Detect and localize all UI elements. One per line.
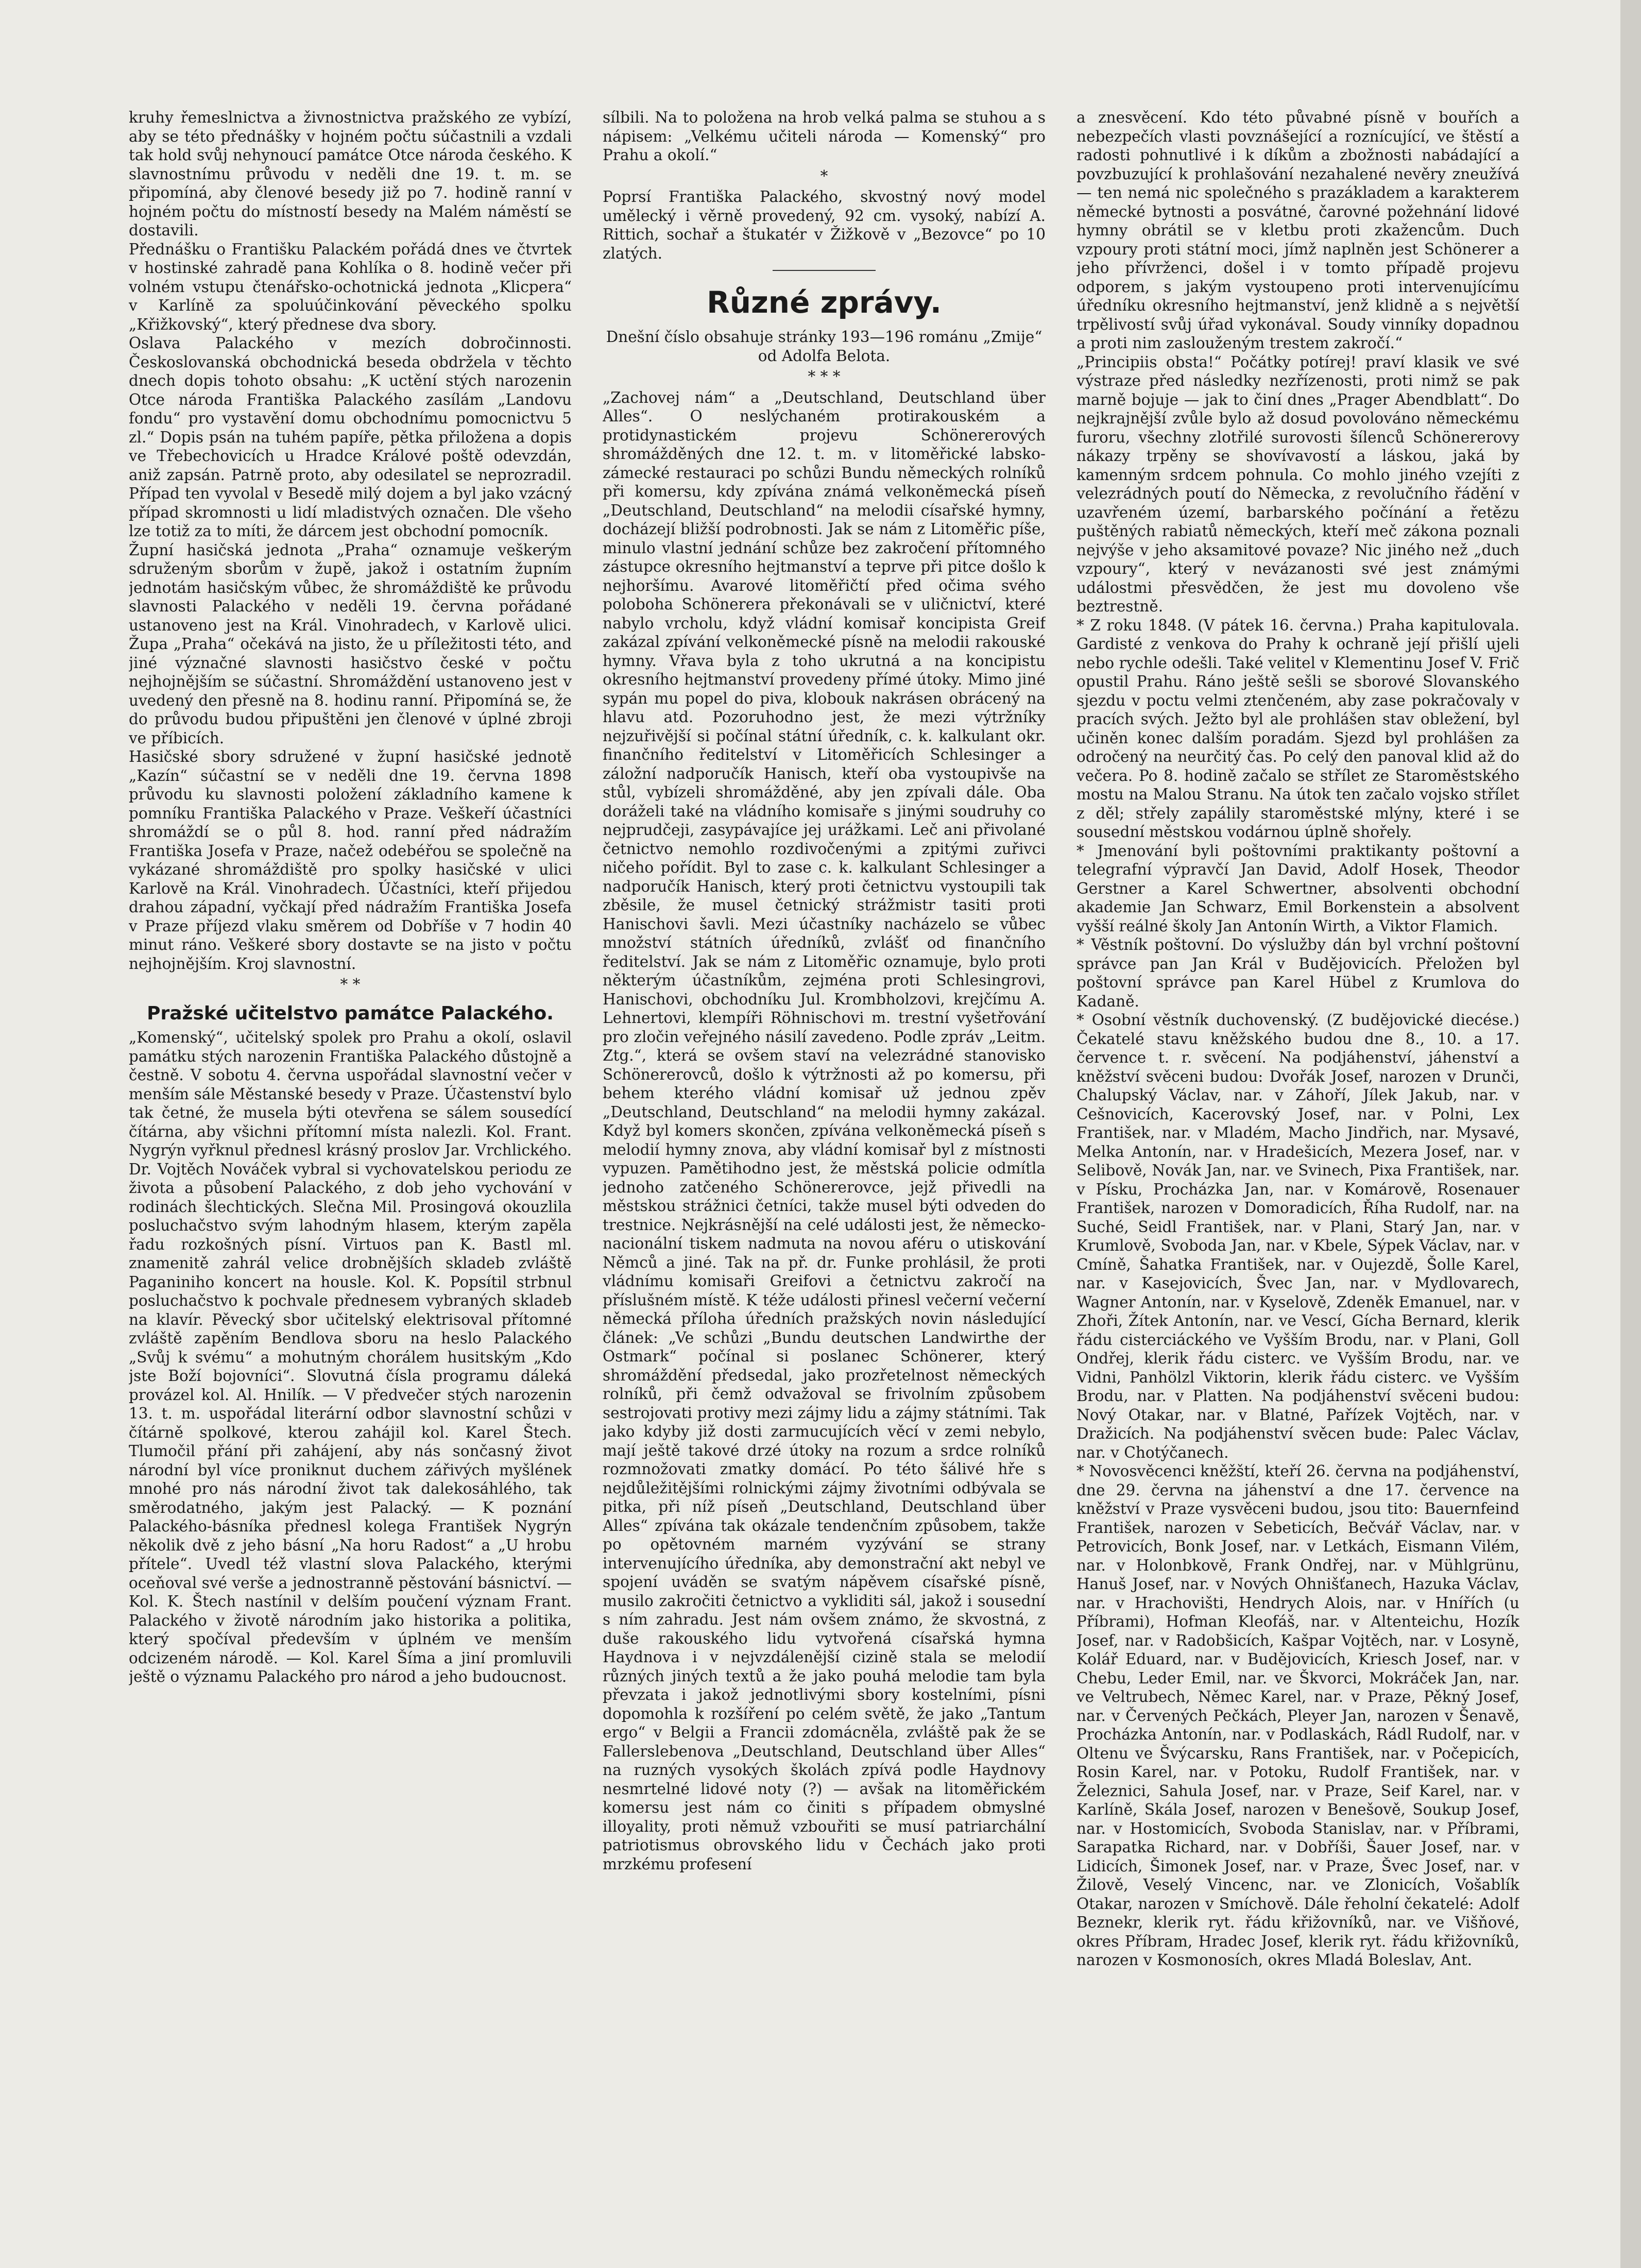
- page-edge: [1620, 0, 1641, 2268]
- section-divider: * * *: [808, 368, 841, 385]
- paragraph: „Komenský“, učitelský spolek pro Prahu a okolí, oslavil památku stých narozenin Františka Palackého důstojně a čestně. V sobotu 4. června uspořádal slavnostní večer v menším sále Městanské besedy v Praze. Účastenství bylo tak četné, že musela býti otevřena se sálem sousedící čítárna, aby všichni přítomní místa nalezli. Kol. Frant. Nygrýn vyřknul přednesl krásný proslov Jar. Vrchlického. Dr. Vojtěch Nováček vybral si vychovatelskou periodu ze života a působení Palackého, z dob jeho vychování v rodinách šlechtických. Slečna Mil. Prosingová okouzlila posluchačstvo svým lahodným hlasem, kterým zapěla řadu rozkošných písní. Virtuos pan K. Bastl ml. znamenitě zahrál velice drobnějších skladeb zvláště Paganiniho koncert na housle. Kol. K. Popsítil strbnul posluchačstvo k pochvale přednesem vybraných skladeb na klavír. Pěvecký sbor učitelský elektrisoval přítomné zvláště zapěním Bendlova sboru na heslo Palackého „Svůj k svému“ a mohutným chorálem husitským „Kdo jste Boží bojovníci“. Slovutná čísla programu dáleká provázel kol. Al. Hnilík. — V předvečer stých narozenin 13. t. m. uspořádal literární odbor slavnostní schůzi v čítárně spolkové, kterou zahájil kol. Karel Štech. Tlumočil přání při zahájení, aby nás sončasný život národní byl více proniknut duchem zářivých myšlének mnohé pro nás národní život tak dalekosáhlého, tak směrodatného, jakým jest Palacký. — K poznání Palackého-básníka přednesl kolega František Nygrýn několik dvě z jeho básní „Na horu Radost“ a „U hrobu přítele“. Uvedl též vlastní slova Palackého, kterými oceňoval své verše a jednostranně pěstování básnictví. — Kol. K. Štech nastínil v delším poučení význam Frant. Palackého v životě národním jako historika a politika, který spočíval především v úplném ve menším odcizeném národě. — Kol. Karel Šíma a jiní promluvili ještě o významu Palackého pro národ a jeho budoucnost.: [129, 1029, 572, 1685]
- paragraph: a znesvěcení. Kdo této půvabné písně v bouřích a nebezpečích vlasti povznášející a roznícující, ve štěstí a radosti pohnutlivé i k díkům a zbožnosti nabádající a povzbuzující k prohlašování nezahalené nevěry zneužívá — ten nemá nic společného s prazákladem a karakterem německé bytnosti a posvátné, čarovné požehnání lidové hymny obrátil se v kletbu proti zkažencům. Duch vzpoury proti státní moci, jímž naplněn jest Schönerer a jeho přívrženci, došel i v tomto případě projevu odporem, s jakým vystoupeno proti intervenujícímu úředníku okresního hejtmanství, jenž klidně a s největší trpělivostí svůj úřad vykonával. Soudy vinníky dopadnou a proti nim zaslouženým trestem zakročí.“: [1076, 109, 1519, 352]
- paragraph: Přednášku o Františku Palackém pořádá dnes ve čtvrtek v hostinské zahradě pana Kohlíka o 8. hodině večer při volném vstupu čtenářsko-ochotnická jednota „Klicpera“ v Karlíně za spoluúčinkování pěveckého spolku „Křižkovský“, který přednese dva sbory.: [129, 240, 572, 333]
- paragraph: * Osobní věstník duchovenský. (Z budějovické diecése.) Čekatelé stavu kněžského budou dne 8., 10. a 17. července t. r. svěcení. Na podjáhenství, jáhenství a kněžství svěceni budou: Dvořák Josef, narozen v Drunči, Chalupský Václav, nar. v Záhoří, Jílek Jakub, nar. v Cešnovicích, Kacerovský Josef, nar. v Polni, Lex František, nar. v Mladém, Macho Jindřich, nar. Mysavé, Melka Antonín, nar. v Hradešicích, Mezera Josef, nar. v Selibově, Novák Jan, nar. ve Svinech, Pixa František, nar. v Písku, Procházka Jan, nar. v Komárově, Rosenauer František, narozen v Domoradicích, Říha Rudolf, nar. na Suché, Seidl František, nar. v Plani, Starý Jan, nar. v Krumlově, Svoboda Jan, nar. v Kbele, Sýpek Václav, nar. v Cmíně, Šahatka František, nar. v Oujezdě, Šolle Karel, nar. v Kasejovicích, Švec Jan, nar. v Mydlovarech, Wagner Antonín, nar. v Kyselově, Zdeněk Emanuel, nar. v Zhoři, Žítek Antonín, nar. ve Vescí, Gícha Bernard, klerik řádu cisterciáckého ve Vyšším Brodu, nar. v Plani, Goll Ondřej, klerik řádu cisterc. ve Vyšším Brodu, nar. ve Vidni, Panhölzl Viktorin, klerik řádu cisterc. ve Vyšším Brodu, nar. v Platten. Na podjáhenství svěceni budou: Nový Otakar, nar. v Blatné, Pařízek Vojtěch, nar. v Dražicích. Na podjáhenství svěcen bude: Palec Václav, nar. v Chotýčanech.: [1076, 1011, 1519, 1461]
- paragraph: „Zachovej nám“ a „Deutschland, Deutschland über Alles“. O neslýchaném protirakouském a protidynastickém projevu Schönererových shromážděných dne 12. t. m. v litoměřické labsko-zámecké restauraci po schůzi Bundu německých rolníků při komersu, kdy zpívána známá velkoněmecká píseň „Deutschland, Deutschland“ na melodii císařské hymny, docházejí bližší podrobnosti. Jak se nám z Litoměřic píše, minulo vlastní jednání schůze bez zakročení přítomného zástupce okresního hejtmanství a teprve při pitce došlo k nejhoršímu. Avarové litoměřičtí před očima svého poloboha Schönerera překonávali se v uličnictví, které nabylo vrcholu, když vládní komisař koncipista Greif zakázal zpívání velkoněmecké písně na melodii rakouské hymny. Vřava byla z toho ukrutná a na koncipistu okresního hejtmanství provedeny přímé útoky. Mimo jiné sypán mu popel do piva, klobouk nakrásen obrácený na hlavu atd. Pozoruhodno jest, že mezi výtržníky nejzuřivější si počínal státní úředník, c. k. kalkulant okr. finančního ředitelství v Litoměřicích Schlesinger a záložní nadporučík Hanisch, kteří oba vystoupivše na stůl, vybízeli shromážděné, aby jen zpívali dále. Oba doráželi také na vládního komisaře s jinými soudruhy co nejprudčeji, zasypávajíce jej urážkami. Leč ani přivolané četnictvo nemohlo rozdivočenými a zpitými zuřivci ničeho pořídit. Byl to zase c. k. kalkulant Schlesinger a nadporučík Hanisch, který proti četnictvu vystoupili tak zběsile, že musel četnický strážmistr tasiti proti Hanischovi šavli. Mezi účastníky nacházelo se vůbec množství státních úředníků, zvlášť od finančního ředitelství. Jak se nám z Litoměřic oznamuje, bylo proti některým účastníkům, zejména proti Schlesingrovi, Hanischovi, obchodníku Jul. Krombholzovi, krejčímu A. Lehnertovi, klempíři Röhnischovi m. trestní vyšetřování pro zločin veřejného násilí zavedeno. Podle zpráv „Leitm. Ztg.“, která se ovšem staví na velezrádné stanovisko Schönererovců, došlo k výtržnosti až po komersu, při behem kterého vládní komisař už jednou zpěv „Deutschland, Deutschland“ na melodii hymny zakázal. Když byl komers skončen, zpívána velkoněmecká píseň s melodií hymny znova, aby vládní komisař byl z místnosti vypuzen. Pamětihodno jest, že městská policie odmítla jednoho zatčeného Schönererovce, jejž přivedli na městskou strážnici četníci, takže musel býti odveden do trestnice. Nejkrásnější na celé události jest, že německo-nacionální tiskem nadmuta na novou aféru o utiskování Němců a jiné. Tak na př. dr. Funke prohlásil, že proti vládnímu komisaři Greifovi a četnictvu zakročí na příslušném místě. K téže události přinesl večerní večerní německá příloha úředních pražských novin následující článek: „Ve schůzi „Bundu deutschen Landwirthe der Ostmark“ počínal si poslanec Schönerer, který shromáždění předsedal, jako prozřetelnost německých rolníků, při čemž odvažoval se frivolním způsobem sestrojovati protivy mezi zájmy lidu a zájmy státními. Tak jako kdyby již dosti zarmucujících věcí v zemi nebylo, mají ještě takové drzé útoky na rozum a srdce rolníků rozmnožovati zmatky domácí. Po této šálivé hře s nejdůležitějšími rolnickými zájmy životními odbývala se pitka, při níž píseň „Deutschland, Deutschland über Alles“ zpívána tak okázale tendenčním způsobem, takže po opětovném marném vyzývání se strany intervenujícího úředníka, aby demonstrační akt nebyl ve spojení uváděn se svatým nápěvem císařské písně, musilo zakročiti četnictvo a vykliditi sál, jakož i sousední s ním zahradu. Jest nám ovšem známo, že skvostná, z duše rakouského lidu vytvořená císařská hymna Haydnova i v nejvzdálenější cizině stala se melodií různých jiných textů a že jako pouhá melodie tam byla převzata i jakož jednotlivými sbory kostelními, písni dopomohla k rozšíření po celém světě, že jako „Tantum ergo“ v Belgii a Francii zdomácněla, zvláště pak že se Fallerslebenova „Deutschland, Deutschland über Alles“ na ruzných vysokých školách zpívá podle Haydnovy nesmrtelné lidové noty (?) — avšak na litoměřickém komersu jest nám co činiti s případem obmyslné illoyality, proti němuž vzbouřiti se musí patriarchální patriotismus obrovského lidu v Čechách jako proti mrzkému profesení: [603, 388, 1046, 1873]
- paragraph: „Principiis obsta!“ Počátky potírej! praví klasik ve své výstraze před následky nezřízenosti, proti nimž se pak marně bojuje — jak to činí dnes „Prager Abendblatt“. Do nejkrajnější zvůle bylo až dosud povolováno německému furoru, všechny zlotřilé surovosti šílenců Schönererovy nákazy trpěny se shovívavostí a láskou, jaká by kamenným srdcem pohnula. Co mohlo jiného vzejíti z velezrádných poutí do Německa, z revolučního řádění v uzavřeném území, barbarského počínání a řetězu puštěných rabiatů německých, kteří meč zákona poznali nejvýše v jeho aksamitové povaze? Nic jiného než „duch vzpoury“, který v nevázanosti své jest známými událostmi přesvědčen, že jest mu dovoleno vše beztrestně.: [1076, 353, 1519, 615]
- paragraph: kruhy řemeslnictva a živnostnictva pražského ze vybízí, aby se této přednášky v hojném počtu súčastnili a vzdali tak hold svůj nehynoucí památce Otce národa českého. K slavnostnímu průvodu v neděli dne 19. t. m. se připomíná, aby členové besedy již po 7. hodině ranní v hojném počtu do místností besedy na Malém náměstí se dostavili.: [129, 109, 572, 239]
- divider-rule: [773, 270, 876, 271]
- section-divider: *: [820, 167, 828, 185]
- paragraph: * Z roku 1848. (V pátek 16. června.) Praha kapitulovala. Gardisté z venkova do Prahy k ochraně její přišlí ujeli nebo rychle odešli. Také velitel v Klementinu Josef V. Frič opustil Prahu. Ráno ještě sešli se sborové Slovanského sjezdu v poctu velmi ztenčeném, aby zase pokračovaly v pracích svých. Ježto byl ale prohlášen stav obležení, byl učiněn konec dalším poradám. Sjezd byl prohlášen za odročený na neurčitý čas. Po celý den panoval klid až do večera. Po 8. hodině začalo se střílet ze Staroměstského mostu na Malou Stranu. Na útok ten začalo vojsko střílet z děl; střely zapálily staroměstské mlýny, které i se sousední městskou vodárnou úplně shořely.: [1076, 616, 1519, 841]
- paragraph: * Věstník poštovní. Do výslužby dán byl vrchní poštovní správce pan Jan Král v Budějovicích. Přeložen byl poštovní správce pan Karel Hübel z Krumlova do Kadaně.: [1076, 936, 1519, 1010]
- section-divider: * *: [340, 976, 361, 993]
- column-middle: [603, 108, 1046, 2246]
- paragraph: Hasičské sbory sdružené v župní hasičské jednotě „Kazín“ súčastní se v neděli dne 19. června 1898 průvodu ku slavnosti položení základního kamene k pomníku Františka Palackého v Praze. Veškeří účastníci shromáždí se o půl 8. hod. ranní před nádražím Františka Josefa v Praze, načež odebéřou se společně na vykázané shromáždiště pro spolky hasičské v ulici Karlově na Král. Vinohradech. Účastníci, kteří přijedou drahou západní, vyčkají před nádražím Františka Josefa v Praze příjezd vlaku směrem od Dobříše v 7 hodin 40 minut ráno. Veškeré sbory dostavte se na jisto v počtu nejhojnějším. Kroj slavnostní.: [129, 748, 572, 973]
- paragraph: Župní hasičská jednota „Praha“ oznamuje veškerým sdruženým sborům v župě, jakož i ostatním župním jednotám hasičským vůbec, že shromáždiště ke průvodu slavnosti Palackého v neděli 19. června pořádané ustanoveno jest na Král. Vinohradech, v Karlově ulici. Župa „Praha“ očekává na jisto, že u příležitosti této, and jiné význačné slavnosti hasičstvo české v počtu nejhojnějším se súčastní. Shromáždění ustanoveno jest v uvedený den přesně na 8. hodinu ranní. Připomíná se, že do průvodu budou připuštěni jen členové v úplné zbroji ve příbicích.: [129, 541, 572, 747]
- paragraph: Oslava Palackého v mezích dobročinnosti. Českoslovanská obchodnická beseda obdržela v těchto dnech dopis tohoto obsahu: „K uctění stých narozenin Otce národa Františka Palackého zasílám „Landovu fondu“ pro vystavění domu obchodnímu pomocnictvu 5 zl.“ Dopis psán na tuhém papíře, pětka přiložena a dopis ve Třebechovicích u Hradce Králové poště odevzdán, aniž zapsán. Patrně proto, aby odesilatel se neprozradil. Případ ten vyvolal v Besedě milý dojem a byl jako vzácný případ skromnosti u lidí mladistvých označen. Dle všeho lze totiž za to míti, že dárcem jest obchodní pomocník.: [129, 334, 572, 540]
- section-heading: Pražské učitelstvo památce Palackého.: [147, 1002, 554, 1024]
- paragraph: Poprsí Františka Palackého, skvostný nový model umělecký i věrně provedený, 92 cm. vysoký, nabízí A. Rittich, sochař a štukatér v Žižkově v „Bezovce“ po 10 zlatých.: [603, 188, 1046, 262]
- column-right: [1076, 108, 1519, 2246]
- paragraph: Dnešní číslo obsahuje stránky 193—196 románu „Zmije“ od Adolfa Belota.: [606, 328, 1042, 365]
- section-heading: Různé zprávy.: [707, 285, 942, 320]
- paragraph: * Jmenování byli poštovními praktikanty poštovní a telegrafní výpravčí Jan David, Adolf Hosek, Theodor Gerstner a Karel Schwertner, absolventi obchodní akademie Jan Schwarz, Emil Borkenstein a absolvent vyšší reálné školy Jan Antonín Wirth, a Viktor Flamich.: [1076, 842, 1519, 935]
- paragraph: * Novosvěcenci kněžští, kteří 26. června na podjáhenství, dne 29. června na jáhenství a dne 17. července na kněžství v Praze vysvěceni budou, jsou tito: Bauernfeind František, narozen v Sebeticích, Bečvář Václav, nar. v Petrovicích, Bonk Josef, nar. v Letkách, Eismann Vilém, nar. v Holonbkově, Frank Ondřej, nar. v Mühlgrünu, Hanuš Josef, nar. v Nových Ohnišťanech, Hazuka Václav, nar. v Hrachovišti, Hendrych Alois, nar. v Hnířích (u Příbrami), Hofman Kleofáš, nar. v Altenteichu, Hozík Josef, nar. v Radobšicích, Kašpar Vojtěch, nar. v Losyně, Kolář Eduard, nar. v Budějovicích, Kriesch Josef, nar. v Chebu, Leder Emil, nar. ve Škvorci, Mokráček Jan, nar. ve Veltrubech, Němec Karel, nar. v Praze, Pěkný Josef, nar. v Červených Pečkách, Pleyer Jan, narozen v Šenavě, Procházka Antonín, nar. v Podlaskách, Rádl Rudolf, nar. v Oltenu ve Švýcarsku, Rans František, nar. v Počepicích, Rosin Karel, nar. v Potoku, Rudolf František, nar. v Železnici, Sahula Josef, nar. v Praze, Seif Karel, nar. v Karlíně, Skála Josef, narozen v Benešově, Soukup Josef, nar. v Hostomicích, Svoboda Stanislav, nar. v Příbrami, Sarapatka Richard, nar. v Dobříši, Šauer Josef, nar. v Lidicích, Šimonek Josef, nar. v Praze, Švec Josef, nar. v Žilově, Veselý Vincenc, nar. ve Zlonicích, Vošablík Otakar, narozen v Smíchově. Dále řeholní čekatelé: Adolf Beznekr, klerik ryt. řádu křižovníků, nar. ve Višňové, okres Příbram, Hradec Josef, klerik ryt. řádu křižovníků, narozen v Kosmonosích, okres Mladá Boleslav, Ant.: [1076, 1462, 1519, 1969]
- paragraph: sílbili. Na to položena na hrob velká palma se stuhou a s nápisem: „Velkému učiteli národa — Komenský“ pro Prahu a okolí.“: [603, 109, 1046, 164]
- column-left: [129, 108, 572, 2246]
